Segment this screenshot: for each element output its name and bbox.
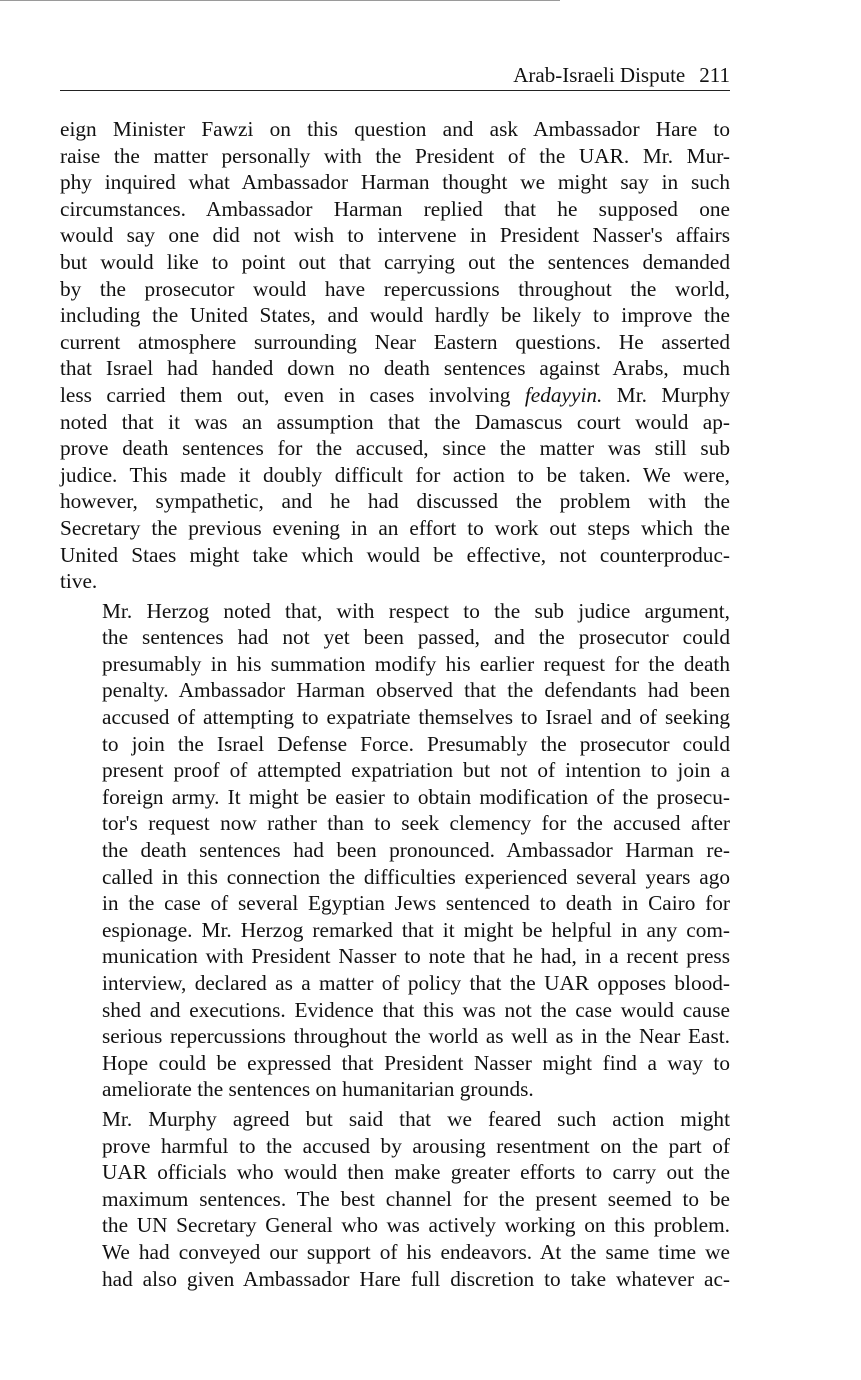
text-line: the UN Secretary General who was actively working on this problem. (102, 1213, 730, 1238)
text-line: serious repercussions throughout the world as well as in the Near East. (102, 1024, 730, 1049)
text-line: prove death sentences for the accused, since the matter was still sub (60, 436, 730, 461)
text-line: United Staes might take which would be effective, not counterproduc- (60, 542, 730, 567)
page-body (60, 116, 730, 1292)
text-line: interview, declared as a matter of policy that the UAR opposes blood- (102, 971, 730, 995)
page-number: 211 (699, 63, 730, 87)
paragraph (60, 116, 730, 595)
text-line: judice. This made it doubly difficult for action to be taken. We were, (60, 462, 730, 487)
text-line: by the prosecutor would have repercussions throughout the world, (60, 276, 730, 301)
running-head (60, 60, 730, 91)
text-line: We had conveyed our support of his endeavors. At the same time we (102, 1239, 730, 1264)
text-line: munication with President Nasser to note that he had, in a recent press (102, 944, 730, 969)
text-line: tor's request now rather than to seek clemency for the accused after (102, 811, 730, 836)
text-line: tive. (60, 569, 98, 594)
text-line: Secretary the previous evening in an effort to work out steps which the (60, 515, 730, 540)
text-line: espionage. Mr. Herzog remarked that it might be helpful in any com- (102, 917, 730, 942)
text-line: less carried them out, even in cases involving fedayyin. Mr. Murphy (60, 382, 730, 407)
text-line: in the case of several Egyptian Jews sentenced to death in Cairo for (102, 891, 730, 916)
text-line: had also given Ambassador Hare full discretion to take whatever ac- (102, 1266, 730, 1291)
text-line: presumably in his summation modify his earlier request for the death (102, 651, 730, 676)
text-line: ameliorate the sentences on humanitarian grounds. (102, 1077, 534, 1102)
paragraph (60, 1106, 730, 1292)
text-line: current atmosphere surrounding Near Eastern questions. He asserted (60, 329, 730, 354)
text-line: Mr. Herzog noted that, with respect to the sub judice argument, (102, 598, 730, 623)
text-line: prove harmful to the accused by arousing resentment on the part of (102, 1133, 730, 1158)
text-line: that Israel had handed down no death sentences against Arabs, much (60, 356, 730, 381)
text-line: Hope could be expressed that President Nasser might find a way to (102, 1050, 730, 1075)
text-line: present proof of attempted expatriation but not of intention to join a (102, 758, 730, 783)
text-line: including the United States, and would hardly be likely to improve the (60, 303, 730, 328)
text-line: but would like to point out that carrying out the sentences demanded (60, 249, 730, 274)
italic-term: fedayyin. (524, 382, 603, 407)
text-line: Mr. Murphy agreed but said that we feared such action might (102, 1106, 730, 1131)
text-line: noted that it was an assumption that the Damascus court would ap- (60, 409, 730, 434)
running-head-title: Arab-Israeli Dispute (513, 63, 686, 87)
text-line: maximum sentences. The best channel for the present seemed to be (102, 1186, 730, 1211)
text-line: eign Minister Fawzi on this question and ask Ambassador Hare to (60, 117, 730, 141)
text-line: UAR officials who would then make greater efforts to carry out the (102, 1160, 730, 1185)
text-line: raise the matter personally with the President of the UAR. Mr. Mur- (60, 143, 730, 168)
text-line: the death sentences had been pronounced. Ambassador Harman re- (102, 838, 730, 863)
text-line: phy inquired what Ambassador Harman thought we might say in such (60, 170, 730, 195)
text-line: shed and executions. Evidence that this was not the case would cause (102, 997, 730, 1022)
scan-edge-line (0, 0, 560, 1)
text-line: foreign army. It might be easier to obtain modification of the prosecu- (102, 784, 730, 809)
text-line: called in this connection the difficulties experienced several years ago (102, 864, 730, 889)
text-line: penalty. Ambassador Harman observed that the defendants had been (102, 678, 730, 703)
text-line: would say one did not wish to intervene in President Nasser's affairs (60, 223, 730, 248)
text-line: to join the Israel Defense Force. Presumably the prosecutor could (102, 731, 730, 756)
text-line: however, sympathetic, and he had discussed the problem with the (60, 489, 730, 514)
text-line: the sentences had not yet been passed, and the prosecutor could (102, 625, 730, 650)
text-line: accused of attempting to expatriate themselves to Israel and of seeking (102, 705, 730, 730)
text-line: circumstances. Ambassador Harman replied that he supposed one (60, 196, 730, 221)
paragraph (60, 598, 730, 1103)
